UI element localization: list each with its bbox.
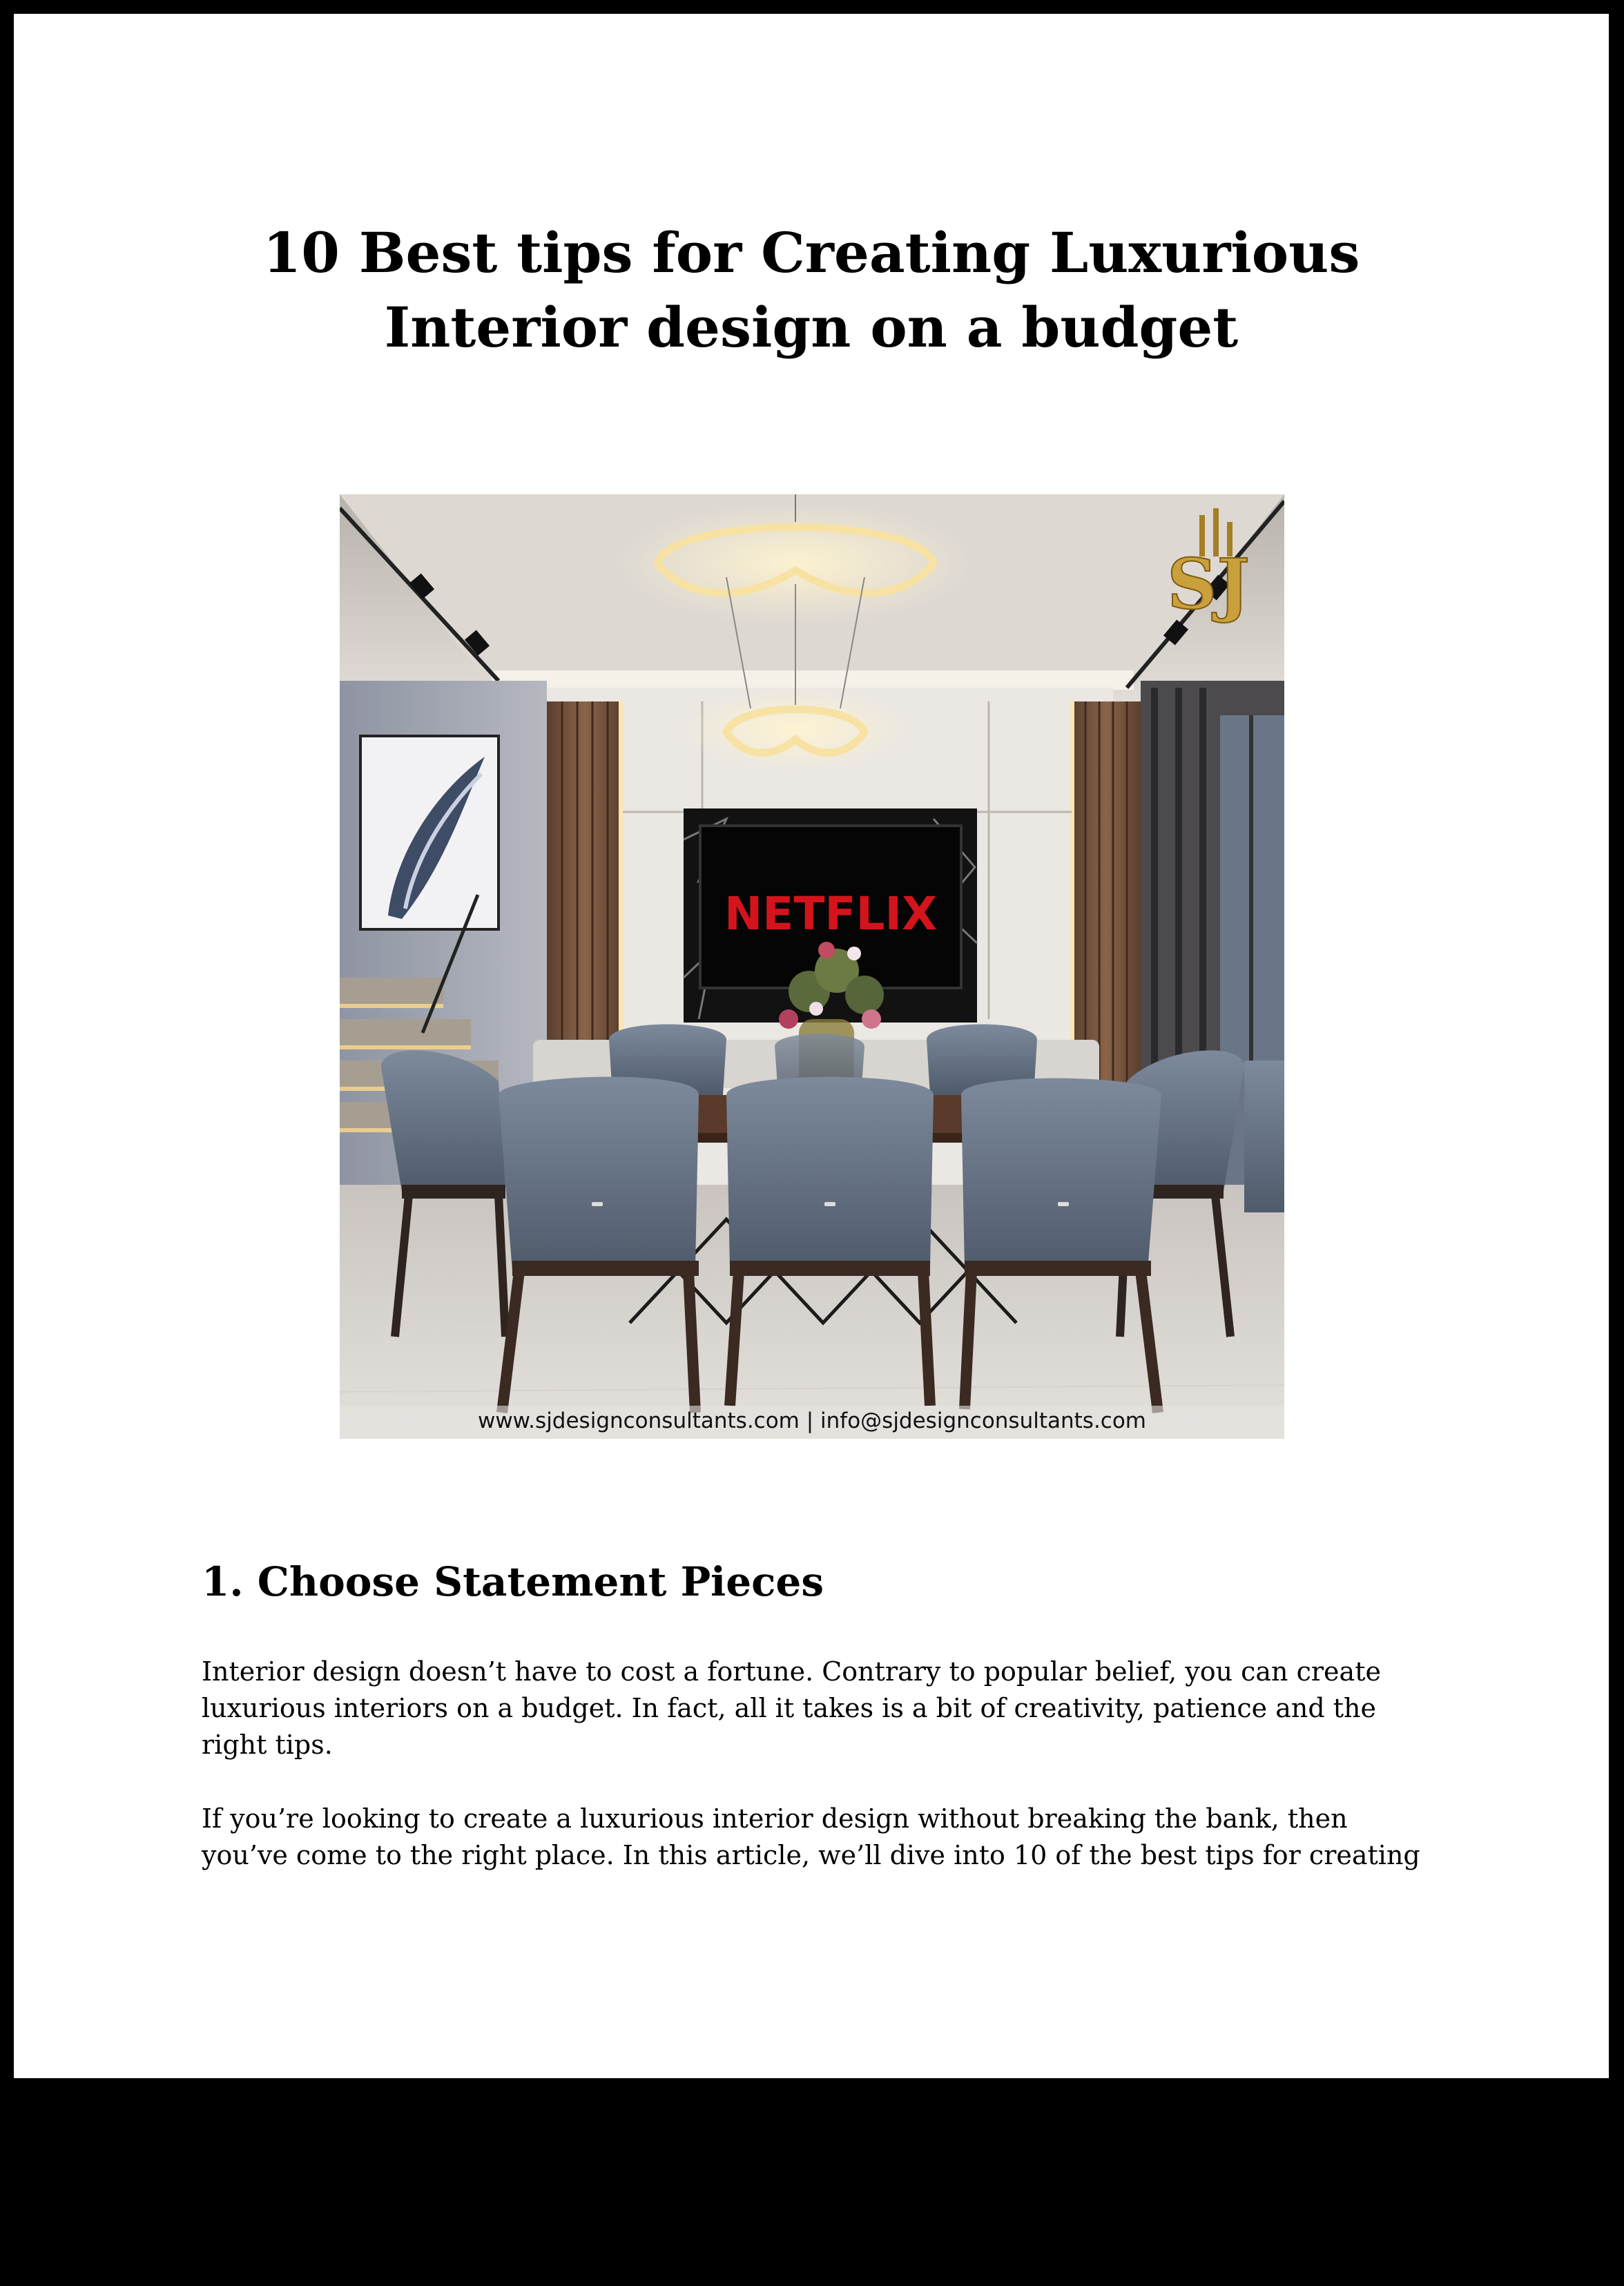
dining-room-photo — [340, 494, 1284, 1439]
paragraph-1-line-2: luxurious interiors on a budget. In fact, all it takes is a bit of creativity, patience and the — [202, 1693, 1376, 1723]
paragraph-2 — [202, 1801, 1431, 1874]
paragraph-1 — [202, 1654, 1431, 1763]
paragraph-2-line-1: If you’re looking to create a luxurious interior design without breaking the bank, then — [202, 1803, 1348, 1834]
title-line-2: Interior design on a budget — [384, 295, 1239, 360]
title-line-1: 10 Best tips for Creating Luxurious — [262, 220, 1360, 285]
paragraph-1-line-3: right tips. — [202, 1730, 333, 1760]
paragraph-1-line-1: Interior design doesn’t have to cost a fortune. Contrary to popular belief, you can create — [202, 1656, 1381, 1687]
section-heading: 1. Choose Statement Pieces — [202, 1558, 824, 1605]
svg-text:SJ: SJ — [1167, 543, 1250, 625]
image-caption: www.sjdesignconsultants.com | info@sjdesignconsultants.com — [477, 1408, 1147, 1433]
tv-netflix-text: NETFLIX — [724, 887, 937, 940]
document-title — [14, 215, 1609, 365]
paragraph-2-line-2: you’ve come to the right place. In this article, we’ll dive into 10 of the best tips for creating — [202, 1840, 1420, 1870]
document-page — [14, 14, 1609, 2078]
